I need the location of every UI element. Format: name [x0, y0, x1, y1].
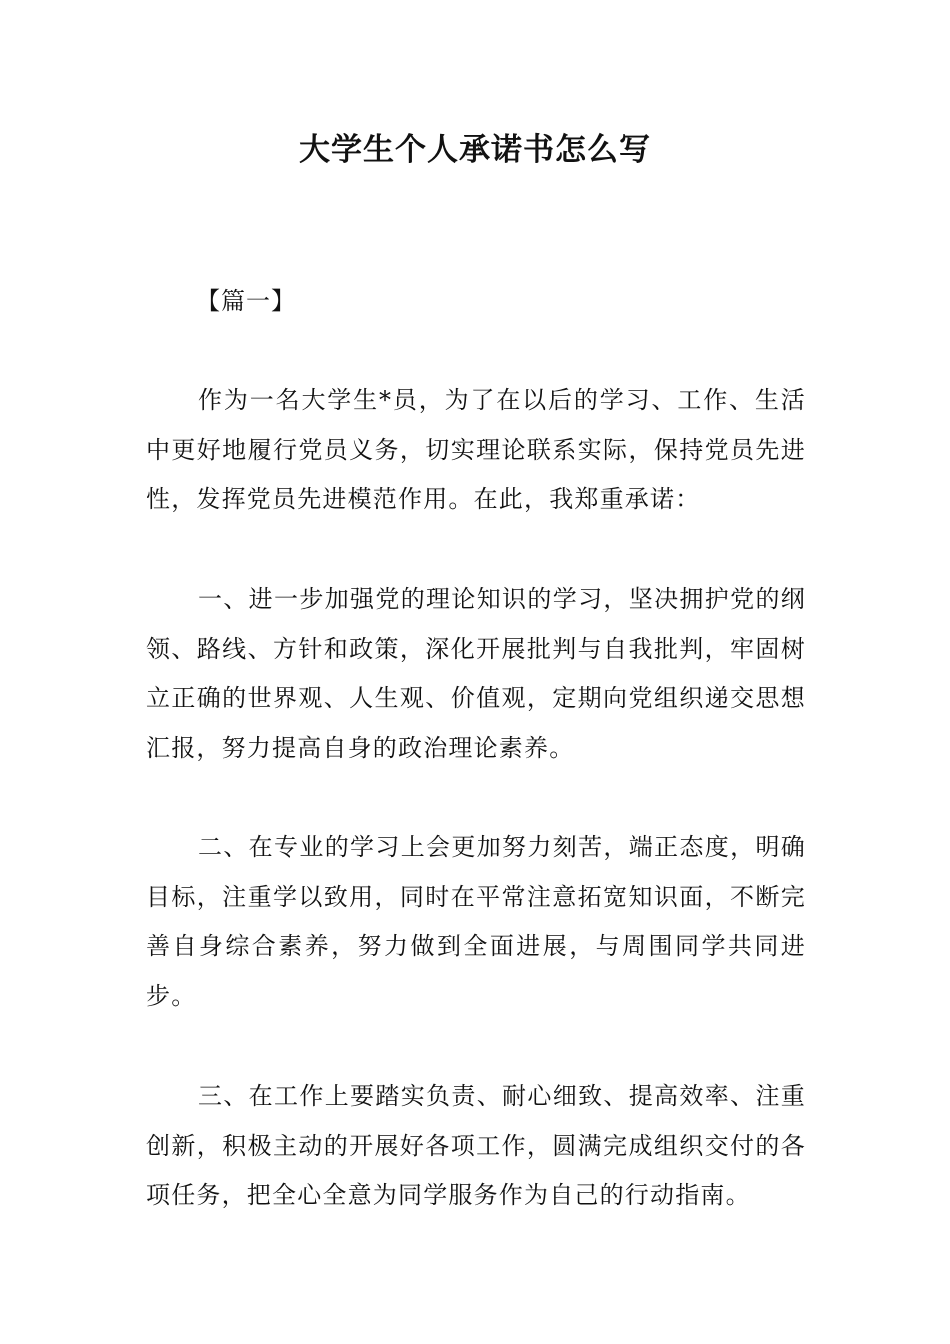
paragraph-intro: 作为一名大学生*员，为了在以后的学习、工作、生活中更好地履行党员义务，切实理论联系实际，保持党员先进性，发挥党员先进模范作用。在此，我郑重承诺： — [146, 386, 806, 514]
section-label: 【篇一】 — [196, 287, 296, 315]
document-title: 大学生个人承诺书怎么写 — [299, 132, 651, 168]
paragraph-commitment-3: 三、在工作上要踏实负责、耐心细致、提高效率、注重创新，积极主动的开展好各项工作，圆满完成组织交付的各项任务，把全心全意为同学服务作为自己的行动指南。 — [146, 1082, 806, 1210]
paragraph-commitment-2: 二、在专业的学习上会更加努力刻苦，端正态度，明确目标，注重学以致用，同时在平常注意拓宽知识面，不断完善自身综合素养，努力做到全面进展，与周围同学共同进步。 — [146, 833, 806, 1010]
paragraph-commitment-1: 一、进一步加强党的理论知识的学习，坚决拥护党的纲领、路线、方针和政策，深化开展批判与自我批判，牢固树立正确的世界观、人生观、价值观，定期向党组织递交思想汇报，努力提高自身的政治理论素养。 — [146, 585, 806, 762]
